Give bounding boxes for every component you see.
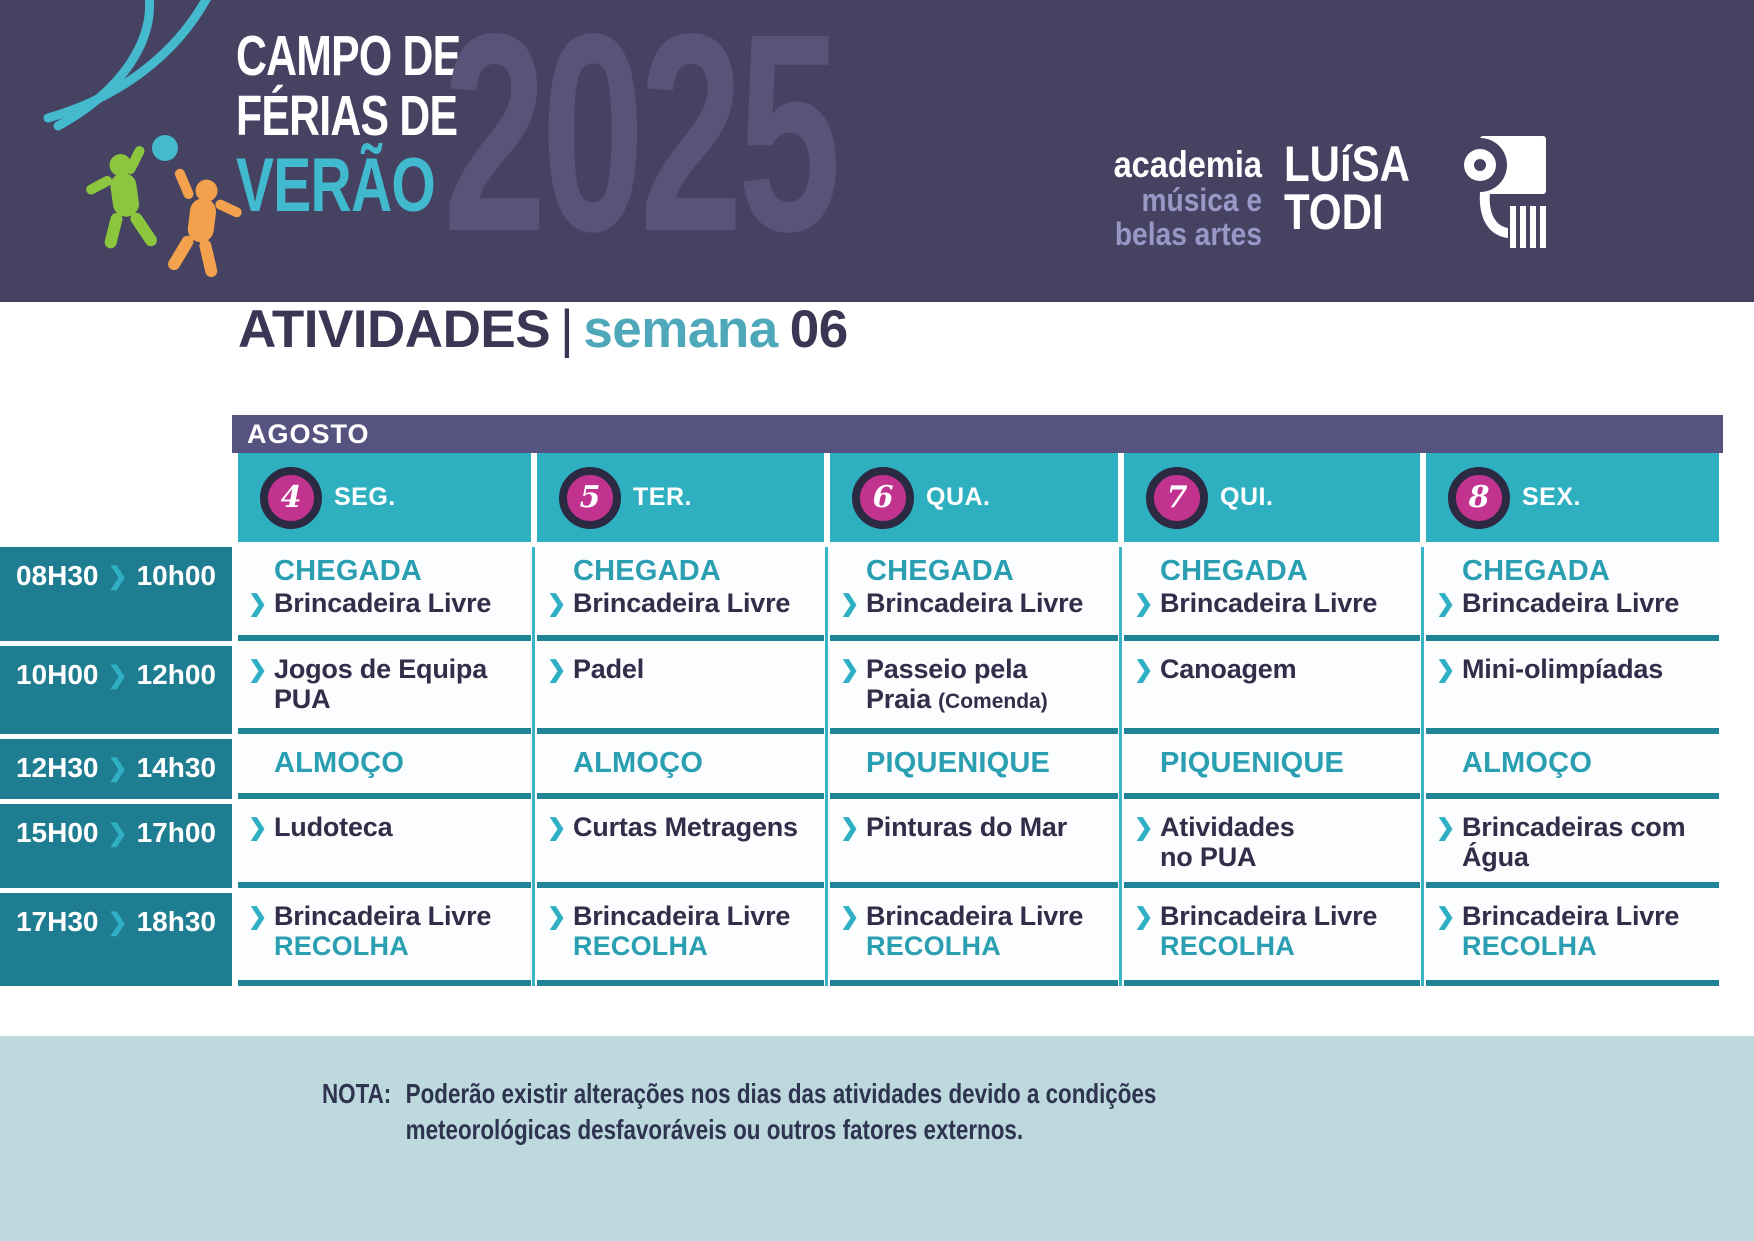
time-start: 15H00 bbox=[15, 817, 99, 848]
time-end: 10h00 bbox=[136, 560, 217, 591]
time-start: 12H30 bbox=[15, 752, 99, 783]
jumping-child-orange bbox=[161, 166, 248, 282]
brand-line1: LUíSA bbox=[1284, 136, 1410, 192]
chevron-right-icon bbox=[108, 661, 128, 690]
activity-label: Brincadeira Livre bbox=[1160, 588, 1378, 619]
activity-cell bbox=[238, 547, 531, 641]
activity-cell bbox=[537, 804, 824, 888]
cell-heading: ALMOÇO bbox=[274, 747, 405, 779]
activity-cell bbox=[1426, 893, 1719, 986]
activity-cell bbox=[238, 893, 531, 986]
activity-cell bbox=[830, 739, 1118, 799]
day-header-sex bbox=[1426, 453, 1719, 542]
activity-label: Brincadeira Livre bbox=[573, 588, 791, 619]
chevron-right-icon bbox=[547, 656, 566, 683]
camp-title-line2: FÉRIAS DE bbox=[236, 84, 458, 148]
chevron-right-icon bbox=[248, 814, 267, 841]
time-end: 18h30 bbox=[136, 906, 217, 937]
activity-cell bbox=[238, 646, 531, 734]
camp-title bbox=[236, 26, 460, 226]
activity-cell bbox=[537, 739, 824, 799]
activity-cell bbox=[1124, 804, 1420, 888]
chevron-right-icon bbox=[1436, 903, 1455, 930]
activity-cell bbox=[1124, 547, 1420, 641]
grid-corner-spacer bbox=[0, 453, 232, 542]
chevron-right-icon bbox=[1436, 590, 1455, 617]
activity-cell bbox=[1124, 893, 1420, 986]
header-band bbox=[0, 0, 1754, 302]
note-text-line2: meteorológicas desfavoráveis ou outros fatores externos. bbox=[405, 1113, 1024, 1145]
time-slot-2 bbox=[0, 646, 232, 734]
schedule-table bbox=[0, 453, 1719, 986]
chevron-right-icon bbox=[840, 814, 859, 841]
chevron-right-icon bbox=[547, 590, 566, 617]
academy-line1: academia bbox=[1113, 144, 1262, 185]
activity-note: (Comenda) bbox=[938, 690, 1048, 714]
cell-heading: PIQUENIQUE bbox=[1160, 747, 1345, 779]
time-start: 17H30 bbox=[15, 906, 99, 937]
activity-label: Atividades no PUA bbox=[1160, 812, 1295, 873]
chevron-right-icon bbox=[108, 754, 128, 783]
chevron-right-icon bbox=[1436, 814, 1455, 841]
activity-cell bbox=[1426, 739, 1719, 799]
activity-label: Curtas Metragens bbox=[573, 812, 798, 842]
activity-label: Canoagem bbox=[1160, 654, 1297, 684]
activity-label: Mini-olimpíadas bbox=[1462, 654, 1664, 684]
day-label: QUA. bbox=[926, 483, 991, 511]
chevron-right-icon bbox=[248, 590, 267, 617]
time-end: 17h00 bbox=[136, 817, 217, 848]
academy-wordmark bbox=[1067, 146, 1262, 251]
luisa-todi-wordmark bbox=[1284, 136, 1410, 240]
activity-label: Brincadeira Livre bbox=[1462, 588, 1680, 619]
activity-cell bbox=[238, 739, 531, 799]
column-divider bbox=[1119, 547, 1122, 986]
activity-cell bbox=[238, 804, 531, 888]
day-number-badge: 5 bbox=[559, 467, 621, 529]
time-end: 14h30 bbox=[136, 752, 217, 783]
column-divider bbox=[825, 547, 828, 986]
time-slot-5 bbox=[0, 893, 232, 986]
violin-scroll-logo-icon bbox=[1438, 136, 1546, 248]
note-text-line1: Poderão existir alterações nos dias das atividades devido a condições bbox=[405, 1078, 1157, 1109]
activity-label: Ludoteca bbox=[274, 812, 393, 842]
camp-title-line3: VERÃO bbox=[236, 143, 435, 228]
cell-footer: RECOLHA bbox=[1160, 931, 1295, 962]
cell-footer: RECOLHA bbox=[1462, 931, 1597, 962]
page-title-main: ATIVIDADES bbox=[238, 300, 551, 359]
note-text bbox=[406, 1076, 1157, 1148]
chevron-right-icon bbox=[840, 903, 859, 930]
day-number-badge: 6 bbox=[852, 467, 914, 529]
day-number-badge: 8 bbox=[1448, 467, 1510, 529]
page-title-separator: | bbox=[560, 300, 574, 359]
cell-footer: RECOLHA bbox=[573, 931, 708, 962]
time-end: 12h00 bbox=[136, 659, 217, 690]
time-start: 08H30 bbox=[15, 560, 99, 591]
activity-label: Brincadeira Livre bbox=[866, 901, 1084, 931]
day-number-badge: 4 bbox=[260, 467, 322, 529]
time-slot-1 bbox=[0, 547, 232, 641]
cell-footer: RECOLHA bbox=[274, 931, 409, 962]
time-start: 10H00 bbox=[15, 659, 99, 690]
activity-cell bbox=[1426, 804, 1719, 888]
month-bar bbox=[232, 415, 1723, 453]
activity-cell bbox=[1124, 739, 1420, 799]
brand-line2: TODI bbox=[1284, 184, 1384, 240]
cell-heading: CHEGADA bbox=[274, 555, 423, 587]
activity-label: Padel bbox=[573, 654, 645, 684]
chevron-right-icon bbox=[248, 903, 267, 930]
time-slot-3 bbox=[0, 739, 232, 799]
day-label: SEX. bbox=[1522, 483, 1581, 511]
chevron-right-icon bbox=[840, 656, 859, 683]
activity-cell bbox=[830, 547, 1118, 641]
camp-title-line1: CAMPO DE bbox=[236, 24, 461, 88]
activity-label: Brincadeira Livre bbox=[573, 901, 791, 931]
year-watermark: 2025 bbox=[443, 0, 836, 290]
chevron-right-icon bbox=[1134, 656, 1153, 683]
activity-cell bbox=[830, 893, 1118, 986]
note-label: NOTA: bbox=[322, 1078, 392, 1109]
activity-label: Brincadeira Livre bbox=[274, 588, 492, 619]
activity-cell bbox=[830, 646, 1118, 734]
day-header-qua bbox=[830, 453, 1118, 542]
activity-label: Brincadeira Livre bbox=[866, 588, 1084, 619]
note-bar bbox=[0, 1036, 1754, 1241]
day-header-ter bbox=[537, 453, 824, 542]
chevron-right-icon bbox=[108, 908, 128, 937]
activity-cell bbox=[1426, 547, 1719, 641]
activity-cell bbox=[537, 893, 824, 986]
page-title bbox=[238, 299, 848, 360]
cell-footer: RECOLHA bbox=[866, 931, 1001, 962]
activity-label: Brincadeira Livre bbox=[1462, 901, 1680, 931]
ball-icon bbox=[152, 135, 178, 161]
chevron-right-icon bbox=[1436, 656, 1455, 683]
day-number-badge: 7 bbox=[1146, 467, 1208, 529]
academy-line3: belas artes bbox=[1114, 215, 1262, 252]
note-row bbox=[322, 1076, 1156, 1148]
activity-cell bbox=[537, 646, 824, 734]
week-number: 06 bbox=[789, 300, 848, 359]
activity-label: Passeio pela Praia bbox=[866, 654, 1028, 715]
day-label: TER. bbox=[633, 483, 692, 511]
chevron-right-icon bbox=[1134, 590, 1153, 617]
chevron-right-icon bbox=[108, 819, 128, 848]
day-label: SEG. bbox=[334, 483, 396, 511]
cell-heading: ALMOÇO bbox=[573, 747, 704, 779]
day-header-qui bbox=[1124, 453, 1420, 542]
cell-heading: CHEGADA bbox=[1462, 555, 1611, 587]
activity-cell bbox=[830, 804, 1118, 888]
chevron-right-icon bbox=[840, 590, 859, 617]
activity-cell bbox=[537, 547, 824, 641]
activity-cell bbox=[1426, 646, 1719, 734]
activity-label: Brincadeira Livre bbox=[274, 901, 492, 931]
jumping-child-green bbox=[80, 143, 161, 256]
cell-heading: ALMOÇO bbox=[1462, 747, 1593, 779]
activity-label: Jogos de Equipa PUA bbox=[274, 654, 488, 715]
cell-heading: CHEGADA bbox=[573, 555, 722, 587]
day-header-seg bbox=[238, 453, 531, 542]
academy-line2: música e bbox=[1141, 182, 1262, 219]
activity-label: Pinturas do Mar bbox=[866, 812, 1068, 842]
column-divider bbox=[532, 547, 535, 986]
page-title-accent: semana bbox=[583, 300, 778, 359]
time-slot-4 bbox=[0, 804, 232, 888]
activity-label: Brincadeiras com Água bbox=[1462, 812, 1686, 873]
chevron-right-icon bbox=[547, 903, 566, 930]
chevron-right-icon bbox=[547, 814, 566, 841]
activity-label: Brincadeira Livre bbox=[1160, 901, 1378, 931]
activity-cell bbox=[1124, 646, 1420, 734]
chevron-right-icon bbox=[1134, 814, 1153, 841]
month-label: AGOSTO bbox=[247, 419, 370, 449]
day-label: QUI. bbox=[1220, 483, 1274, 511]
column-divider bbox=[1421, 547, 1424, 986]
chevron-right-icon bbox=[248, 656, 267, 683]
cell-heading: PIQUENIQUE bbox=[866, 747, 1051, 779]
chevron-right-icon bbox=[1134, 903, 1153, 930]
chevron-right-icon bbox=[108, 562, 128, 591]
cell-heading: CHEGADA bbox=[866, 555, 1015, 587]
cell-heading: CHEGADA bbox=[1160, 555, 1309, 587]
